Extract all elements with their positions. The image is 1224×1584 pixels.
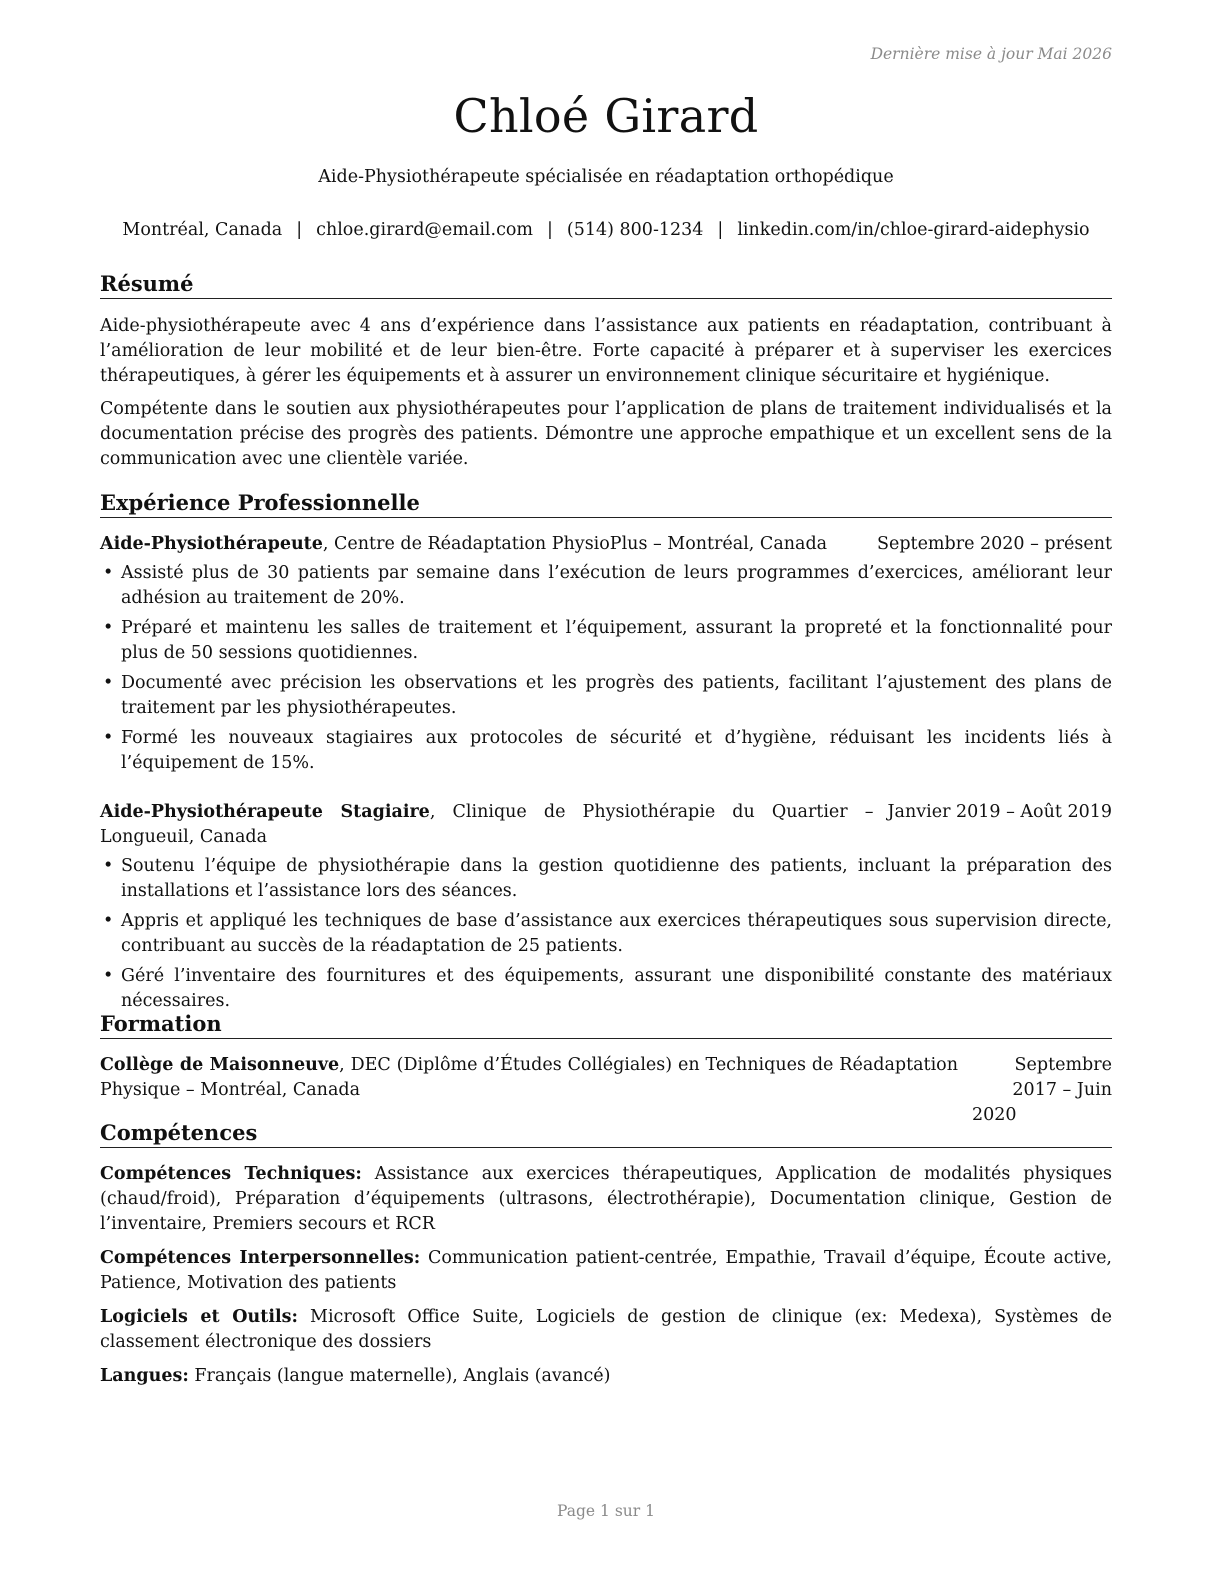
list-item: • Géré l’inventaire des fournitures et des équipements, assurant une disponibilité constante des matériaux nécessaires. [103,966,1112,1011]
job-bullets [100,561,1112,776]
bullet-icon: • [103,966,114,986]
job-dates: Janvier 2019 – Août 2019 [887,802,1112,822]
bullet-icon: • [103,673,114,693]
education-detail: , DEC (Diplôme d’Études Collégiales) en Techniques de Réadaptation Physique – Montréal, Canada [100,1055,958,1100]
skill-line: Compétences Interpersonnelles: Communication patient-centrée, Empathie, Travail d’équipe, Écoute active, Patience, Motivation des patients [100,1248,1112,1293]
summary-paragraph: Compétente dans le soutien aux physiothérapeutes pour l’application de plans de traitement individualisés et la documentation précise des progrès des patients. Démontre une approche empathique et un excellent sens de la communication avec une clientèle variée. [100,399,1112,469]
skill-line: Langues: Français (langue maternelle), Anglais (avancé) [100,1366,611,1386]
contact-email[interactable]: chloe.girard@email.com [316,220,534,240]
job-organization: , Centre de Réadaptation PhysioPlus – Montréal, Canada [322,534,828,554]
candidate-headline: Aide-Physiothérapeute spécialisée en réadaptation orthopédique [318,167,894,187]
skill-label: Compétences Interpersonnelles: [100,1248,421,1268]
contact-line [100,220,1112,240]
job-header [100,800,1112,850]
education-dates: Septembre 2017 – Juin 2020 [972,1055,1112,1125]
list-item: • Assisté plus de 30 patients par semaine dans l’exécution de leurs programmes d’exercices, améliorant leur adhésion au traitement de 20%. [103,563,1112,608]
list-item: • Documenté avec précision les observations et les progrès des patients, facilitant l’ajustement des plans de traitement par les physiothérapeutes. [103,673,1112,718]
job-role: Aide-Physiothérapeute [100,534,323,554]
contact-separator: | [296,220,303,240]
job-entry [100,800,1112,1019]
job-role: Aide-Physiothérapeute Stagiaire [100,802,430,822]
skills-block [100,1162,1112,1389]
bullet-icon: • [103,728,114,748]
skill-label: Compétences Techniques: [100,1164,362,1184]
bullet-icon: • [103,618,114,638]
skill-label: Langues: [100,1366,189,1386]
job-header [100,532,1112,557]
contact-phone: (514) 800-1234 [566,220,704,240]
section-title-summary: Résumé [100,271,1112,299]
section-title-education: Formation [100,1011,1112,1039]
bullet-icon: • [103,856,114,876]
education-entry [100,1053,1112,1128]
skill-line: Compétences Techniques: Assistance aux exercices thérapeutiques, Application de modalités physiques (chaud/froid), Préparation d’équipements (ultrasons, électrothérapie), Documentation clinique, Gestion de l’inventaire, Premiers secours et RCR [100,1164,1112,1234]
list-item: • Formé les nouveaux stagiaires aux protocoles de sécurité et d’hygiène, réduisant les incidents liés à l’équipement de 15%. [103,728,1112,773]
section-title-skills: Compétences [100,1120,1112,1148]
summary-paragraph: Aide-physiothérapeute avec 4 ans d’expérience dans l’assistance aux patients en réadaptation, contribuant à l’amélioration de leur mobilité et de leur bien-être. Forte capacité à préparer et à superviser les exercices thérapeutiques, à gérer les équipements et à assurer un environnement clinique sécuritaire et hygiénique. [100,316,1112,386]
contact-linkedin[interactable]: linkedin.com/in/chloe-girard-aidephysio [737,220,1090,240]
contact-separator: | [547,220,553,240]
contact-location: Montréal, Canada [122,220,283,240]
contact-separator: | [717,220,724,240]
bullet-icon: • [103,563,114,583]
candidate-name: Chloé Girard [453,89,759,143]
resume-page [100,0,1112,1584]
skill-label: Logiciels et Outils: [100,1307,298,1327]
job-bullets [100,854,1112,1014]
list-item: • Appris et appliqué les techniques de base d’assistance aux exercices thérapeutiques sous supervision directe, contribuant au succès de la réadaptation de 25 patients. [103,911,1112,956]
list-item: • Préparé et maintenu les salles de traitement et l’équipement, assurant la propreté et la fonctionnalité pour plus de 50 sessions quotidiennes. [103,618,1112,663]
education-header [100,1053,1112,1128]
job-dates: Septembre 2020 – présent [877,534,1112,554]
section-title-experience: Expérience Professionnelle [100,490,1112,518]
page-number: Page 1 sur 1 [557,1502,655,1520]
education-school: Collège de Maisonneuve [100,1055,340,1075]
summary-block [100,314,1112,472]
list-item: • Soutenu l’équipe de physiothérapie dans la gestion quotidienne des patients, incluant la préparation des installations et l’assistance lors des séances. [103,856,1112,901]
job-entry [100,532,1112,781]
bullet-icon: • [103,911,114,931]
skill-line: Logiciels et Outils: Microsoft Office Suite, Logiciels de gestion de clinique (ex: Medexa), Systèmes de classement électronique des dossiers [100,1307,1112,1352]
last-updated: Dernière mise à jour Mai 2026 [870,45,1112,63]
job-organization: , Clinique de Physiothérapie du Quartier – Longueuil, Canada [100,802,874,847]
